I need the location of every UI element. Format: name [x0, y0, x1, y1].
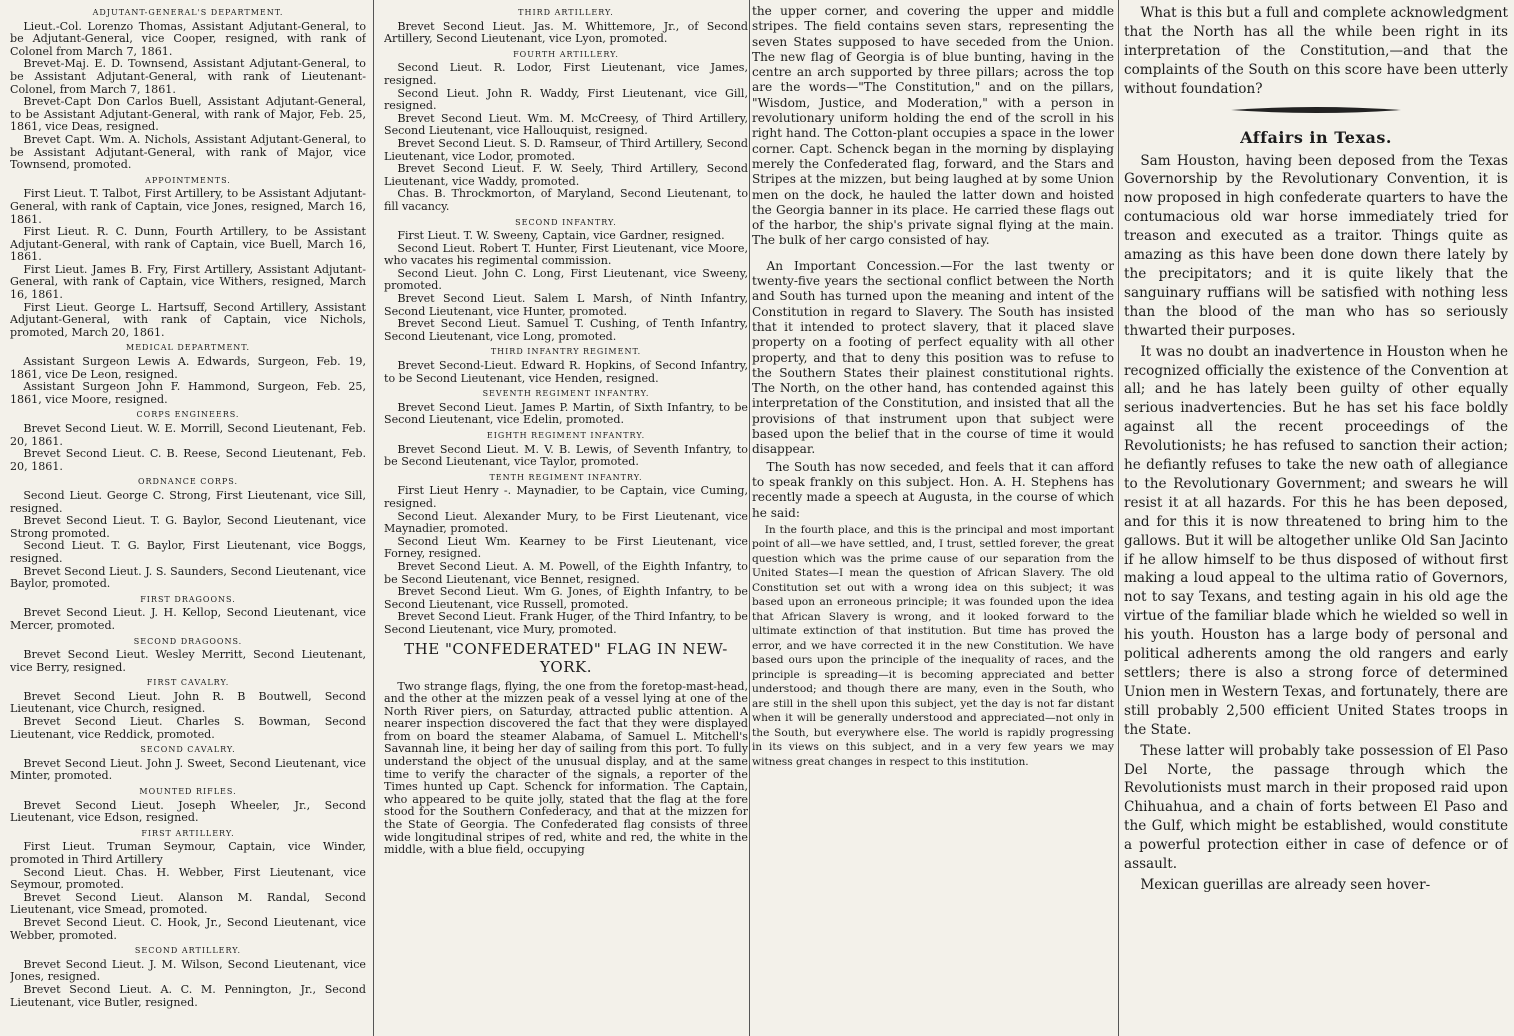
section-heading: ORDNANCE CORPS.	[137, 477, 239, 487]
flag-article-body	[384, 681, 748, 857]
concession-paragraph: An Important Concession.—For the last twenty or twenty-five years the sectional conflict between the North and South has turned upon the meaning and intent of the Constitution in regard to Slavery. The South has insisted that it intended to protect slavery, that it placed slave property on a footing of perfect equality with all other property, and that to deny this position was to refuse to the Southern States their plainest constitutional rights. The North, on the other hand, has contended against this interpretation of the Constitution, and insisted that all the provisions of that instrument upon that subject were based upon the belief that in the course of time it would disappear.	[752, 258, 1114, 457]
section-heading: THIRD ARTILLERY.	[518, 8, 614, 17]
section-heading: MEDICAL DEPARTMENT.	[126, 343, 250, 353]
appointment-entry: Brevet Second Lieut. Frank Huger, of the Third Infantry, to be Second Lieutenant, vice Mury, promoted.	[384, 610, 748, 636]
texas-paragraph: Sam Houston, having been deposed from the Texas Governorship by the Revolutionary Convention, it is now proposed in high confederate quarters to have the contumacious old war horse immediately tried for treason and executed as a traitor. Things quite as amazing as this have been done down there lately by the precipitators; and it is quite likely that the sanguinary ruffians will be satisfied with nothing less than the blood of the man who has so seriously thwarted their purposes.	[1124, 152, 1508, 339]
flag-article-paragraph: the upper corner, and covering the upper and middle stripes. The field contains seven stars, representing the seven States supposed to have seceded from the Union. The new flag of Georgia is of blue bunting, having in the centre an arch supported by three pillars; across the top are the words—"The Constitution," and on the pillars, "Wisdom, Justice, and Moderation," with a person in revolutionary uniform holding the end of the scroll in his right hand. The Cotton-plant occupies a space in the lower corner. Capt. Schenck began in the morning by displaying merely the Confederated flag, forward, and the Stars and Stripes at the mizzen, but being laughed at by some Union men on the dock, he hauled the latter down and hoisted the Georgia banner in its place. He carried these flags out of the harbor, the ship's private signal flying at the main. The bulk of her cargo consisted of hay.	[752, 4, 1114, 248]
appointment-entry: Brevet Capt. Wm. A. Nichols, Assistant Adjutant-General, to be Assistant Adjutant-General, with rank of Major, vice Townsend, promoted.	[10, 132, 366, 172]
appointment-entry: Brevet Second Lieut. James P. Martin, of Sixth Infantry, to be Second Lieutenant, vice Edelin, promoted.	[384, 400, 748, 427]
flag-article-continued	[752, 4, 1114, 249]
appointment-entry: Brevet Second Lieut. Alanson M. Randal, Second Lieutenant, vice Smead, promoted.	[10, 890, 366, 917]
appointment-entry: Brevet Second Lieut. M. V. B. Lewis, of Seventh Infantry, to be Second Lieutenant, vice Taylor, promoted.	[384, 442, 748, 469]
appointment-entry: Brevet Second Lieut. John J. Sweet, Second Lieutenant, vice Minter, promoted.	[10, 756, 366, 783]
section-heading: SECOND INFANTRY.	[515, 217, 617, 227]
texas-paragraph: Mexican guerillas are already seen hover-	[1140, 876, 1431, 893]
concession-paragraph: The South has now seceded, and feels that it can afford to speak frankly on this subject. Hon. A. H. Stephens has recently made a speech at Augusta, in the course of which he said:	[752, 459, 1114, 520]
section-heading: SECOND ARTILLERY.	[134, 946, 242, 956]
appointment-entry: First Lieut. R. C. Dunn, Fourth Artillery, to be Assistant Adjutant-General, with rank of Captain, vice Buell, March 16, 1861.	[10, 225, 366, 264]
section-heading: FIRST CAVALRY.	[146, 678, 230, 688]
column-divider	[1118, 0, 1119, 1036]
section-heading: MOUNTED RIFLES.	[139, 787, 237, 797]
section-heading: FIRST DRAGOONS.	[140, 594, 236, 604]
appointment-entry: Brevet Second Lieut. J. H. Kellop, Second Lieutenant, vice Mercer, promoted.	[10, 606, 366, 632]
appointment-entry: First Lieut Henry -. Maynadier, to be Captain, vice Cuming, resigned.	[384, 484, 748, 510]
section-heading: APPOINTMENTS.	[145, 175, 231, 185]
texas-paragraph: It was no doubt an inadvertence in Houston when he recognized officially the existence of the Convention at all; and he has lately been guilty of other equally serious inadvertencies. But he has set his face boldly against all the recent proceedings of the Revolutionists; he has refused to sanction their action; he defiantly refuses to take the new oath of allegiance to the Revolutionary Government; and swears he will resist it at all hazards. For this he has been deposed, and for this it is now threatened to bring him to the gallows. But it will be altogether unlike Old San Jacinto if he allow himself to be thus disposed of without first making a loud appeal to the ultima ratio of Governors, not to say Texans, and testing again in his old age the virtue of the familiar blade which he wielded so well in his youth. Houston has a large body of personal and political adherents among the old rangers and early settlers; there is also a strong force of determined Union men in Western Texas, and fortunately, there are still probably 2,500 efficient United States troops in the State.	[1124, 343, 1508, 738]
appointment-entry: Second Lieut. Chas. H. Webber, First Lieutenant, vice Seymour, promoted.	[10, 865, 366, 892]
appointment-entry: Assistant Surgeon Lewis A. Edwards, Surgeon, Feb. 19, 1861, vice De Leon, resigned.	[10, 355, 366, 381]
appointment-entry: First Lieut. George L. Hartsuff, Second Artillery, Assistant Adjutant-General, with rank of Captain, vice Nichols, promoted, March 20, 1861.	[10, 300, 366, 339]
appointment-entry: Brevet Second Lieut. F. W. Seely, Third Artillery, Second Lieutenant, vice Waddy, promoted.	[384, 162, 748, 188]
appointment-entry: Brevet Second Lieut. C. B. Reese, Second Lieutenant, Feb. 20, 1861.	[10, 447, 366, 473]
appointment-entry: Brevet Second Lieut. C. Hook, Jr., Second Lieutenant, vice Webber, promoted.	[10, 915, 366, 942]
appointment-entry: First Lieut. James B. Fry, First Artillery, Assistant Adjutant-General, with rank of Captain, vice Withers, resigned, March 16, 1861.	[10, 262, 366, 302]
appointment-entry: Brevet-Maj. E. D. Townsend, Assistant Adjutant-General, to be Assistant Adjutant-General, with rank of Lieutenant-Colonel, from March 7, 1861.	[10, 57, 366, 96]
appointment-entry: Assistant Surgeon John F. Hammond, Surgeon, Feb. 25, 1861, vice Moore, resigned.	[10, 380, 366, 406]
appointment-entry: Brevet Second Lieut. J. S. Saunders, Second Lieutenant, vice Baylor, promoted.	[10, 564, 366, 591]
appointment-entry: First Lieut. T. Talbot, First Artillery, to be Assistant Adjutant-General, with rank of Captain, vice Jones, resigned, March 16, 1861.	[10, 187, 366, 226]
concession-article	[752, 259, 1114, 521]
column-divider	[373, 0, 374, 1036]
appointment-entry: Brevet Second Lieut. John R. B Boutwell, Second Lieutenant, vice Church, resigned.	[10, 689, 366, 716]
appointment-entry: Brevet Second Lieut. Joseph Wheeler, Jr., Second Lieutenant, vice Edson, resigned.	[10, 798, 366, 825]
appointment-entry: Second Lieut. John C. Long, First Lieutenant, vice Sweeny, promoted.	[384, 266, 748, 293]
section-heading: ADJUTANT-GENERAL'S DEPARTMENT.	[92, 8, 284, 17]
appointment-entry: Brevet Second Lieut. Charles S. Bowman, Second Lieutenant, vice Reddick, promoted.	[10, 715, 366, 741]
appointment-entry: First Lieut. Truman Seymour, Captain, vice Winder, promoted in Third Artillery	[10, 840, 366, 866]
column-divider	[749, 0, 750, 1036]
appointment-entry: Brevet Second Lieut. W. E. Morrill, Second Lieutenant, Feb. 20, 1861.	[10, 422, 366, 448]
section-heading: FOURTH ARTILLERY.	[513, 49, 619, 59]
flag-article-paragraph: Two strange flags, flying, the one from the foretop-mast-head, and the other at the mizzen peak of a vessel lying at one of the North River piers, on Saturday, attracted public attention. A nearer inspection discovered the fact that they were displayed from on board the steamer Alabama, of Samuel L. Mitchell's Savannah line, it being her day of sailing from this port. To fully understand the object of the unusual display, and at the same time to verify the character of the signals, a reporter of the Times hunted up Capt. Schenck for information. The Captain, who appeared to be quite jolly, stated that the flag at the fore stood for the Southern Confederacy, and that at the mizzen for the State of Georgia. The Confederated flag consists of three wide longitudinal stripes of red, white and red, the white in the middle, with a blue field, occupying	[384, 679, 748, 857]
appointment-entry: Second Lieut Wm. Kearney to be First Lieutenant, vice Forney, resigned.	[384, 534, 748, 561]
appointment-entry: Brevet Second Lieut. Wm G. Jones, of Eighth Infantry, to be Second Lieutenant, vice Russell, promoted.	[384, 585, 748, 611]
appointment-entry: Brevet Second Lieut. A. C. M. Pennington, Jr., Second Lieutenant, vice Butler, resigned.	[10, 982, 366, 1009]
section-heading: TENTH REGIMENT INFANTRY.	[489, 472, 643, 482]
section-heading: SEVENTH REGIMENT INFANTRY.	[482, 389, 650, 399]
appointment-entry: Brevet Second Lieut. Samuel T. Cushing, of Tenth Infantry, Second Lieutenant, vice Long, promoted.	[384, 317, 748, 343]
column-appointments-2	[384, 4, 748, 1032]
texas-article-title: Affairs in Texas.	[1240, 127, 1392, 147]
appointment-entry: Brevet Second-Lieut. Edward R. Hopkins, of Second Infantry, to be Second Lieutenant, vice Henden, resigned.	[384, 359, 748, 385]
column-appointments-1	[10, 4, 366, 1032]
texas-paragraph: These latter will probably take possession of El Paso Del Norte, the passage through which the Revolutionists must march in their proposed raid upon Chihuahua, and a chain of forts between El Paso and the Gulf, which might be established, would constitute a powerful protection either in case of defence or of assault.	[1124, 742, 1508, 873]
stephens-quote	[752, 523, 1114, 770]
section-heading: SECOND DRAGOONS.	[133, 636, 243, 646]
appointment-entry: Brevet Second Lieut. A. M. Powell, of the Eighth Infantry, to be Second Lieutenant, vice Bennet, resigned.	[384, 559, 748, 586]
divider-ornament	[1231, 105, 1401, 115]
appointment-entry: Brevet Second Lieut. Salem L Marsh, of Ninth Infantry, Second Lieutenant, vice Hunter, promoted.	[384, 292, 748, 318]
appointment-entry: Brevet-Capt Don Carlos Buell, Assistant Adjutant-General, to be Assistant Adjutant-General, with rank of Major, Feb. 25, 1861, vice Deas, resigned.	[10, 95, 366, 134]
section-heading: SECOND CAVALRY.	[140, 745, 236, 755]
appointment-entry: Second Lieut. Robert T. Hunter, First Lieutenant, vice Moore, who vacates his regimental commission.	[384, 241, 748, 268]
appointment-entry: Brevet Second Lieut. T. G. Baylor, Second Lieutenant, vice Strong promoted.	[10, 514, 366, 540]
appointment-entry: Second Lieut. T. G. Baylor, First Lieutenant, vice Boggs, resigned.	[10, 539, 366, 565]
texas-article-body	[1124, 152, 1508, 895]
section-heading: CORPS ENGINEERS.	[136, 410, 240, 420]
flag-article-title: THE "CONFEDERATED" FLAG IN NEW-YORK.	[404, 639, 728, 676]
appointment-entry: Second Lieut. R. Lodor, First Lieutenant, vice James, resigned.	[384, 61, 748, 87]
appointments-list-2	[384, 7, 748, 637]
appointment-entry: Brevet Second Lieut. J. M. Wilson, Second Lieutenant, vice Jones, resigned.	[10, 957, 366, 984]
appointment-entry: Lieut.-Col. Lorenzo Thomas, Assistant Adjutant-General, to be Adjutant-General, vice Cooper, resigned, with rank of Colonel from March 7, 1861.	[10, 19, 366, 58]
quote-paragraph: In the fourth place, and this is the principal and most important point of all—we have settled, and, I trust, settled forever, the great question which was the prime cause of our separation from the United States—I mean the question of African Slavery. The old Constitution set out with a wrong idea on this subject; it was based upon an erroneous principle; it was founded upon the idea that African Slavery is wrong, and it looked forward to the ultimate extinction of that institution. But time has proved the error, and we have corrected it in the new Constitution. We have based ours upon the principle of the inequality of races, and the principle is spreading—it is becoming appreciated and better understood; and though there are many, even in the South, who are still in the shell upon this subject, yet the day is not far distant when it will be generally understood and appreciated—not only in the South, but everywhere else. The world is rapidly progressing in its views on this subject, and in a very few years we may witness great changes in respect to this institution.	[752, 523, 1114, 768]
concession-conclusion: What is this but a full and complete acknowledgment that the North has all the while been right in its interpretation of the Constitution,—and that the complaints of the South on this score have been utterly without foundation?	[1124, 5, 1508, 97]
appointment-entry: Brevet Second Lieut. Jas. M. Whittemore, Jr., of Second Artillery, Second Lieutenant, vice Lyon, promoted.	[384, 19, 748, 46]
column-texas	[1124, 4, 1508, 1032]
section-heading: FIRST ARTILLERY.	[141, 828, 235, 838]
column-concession	[752, 4, 1114, 1032]
appointment-entry: Second Lieut. Alexander Mury, to be First Lieutenant, vice Maynadier, promoted.	[384, 509, 748, 536]
appointment-entry: Second Lieut. John R. Waddy, First Lieutenant, vice Gill, resigned.	[384, 86, 748, 113]
section-heading: THIRD INFANTRY REGIMENT.	[490, 347, 642, 357]
appointment-entry: Brevet Second Lieut. Wm. M. McCreesy, of Third Artillery, Second Lieutenant, vice Hallouquist, resigned.	[384, 111, 748, 138]
appointment-entry: First Lieut. T. W. Sweeny, Captain, vice Gardner, resigned.	[397, 229, 725, 243]
appointment-entry: Brevet Second Lieut. Wesley Merritt, Second Lieutenant, vice Berry, resigned.	[10, 648, 366, 674]
section-heading: EIGHTH REGIMENT INFANTRY.	[486, 431, 646, 440]
appointment-entry: Second Lieut. George C. Strong, First Lieutenant, vice Sill, resigned.	[10, 488, 366, 515]
appointment-entry: Brevet Second Lieut. S. D. Ramseur, of Third Artillery, Second Lieutenant, vice Lodor, promoted.	[384, 136, 748, 163]
appointment-entry: Chas. B. Throckmorton, of Maryland, Second Lieutenant, to fill vacancy.	[384, 187, 748, 213]
